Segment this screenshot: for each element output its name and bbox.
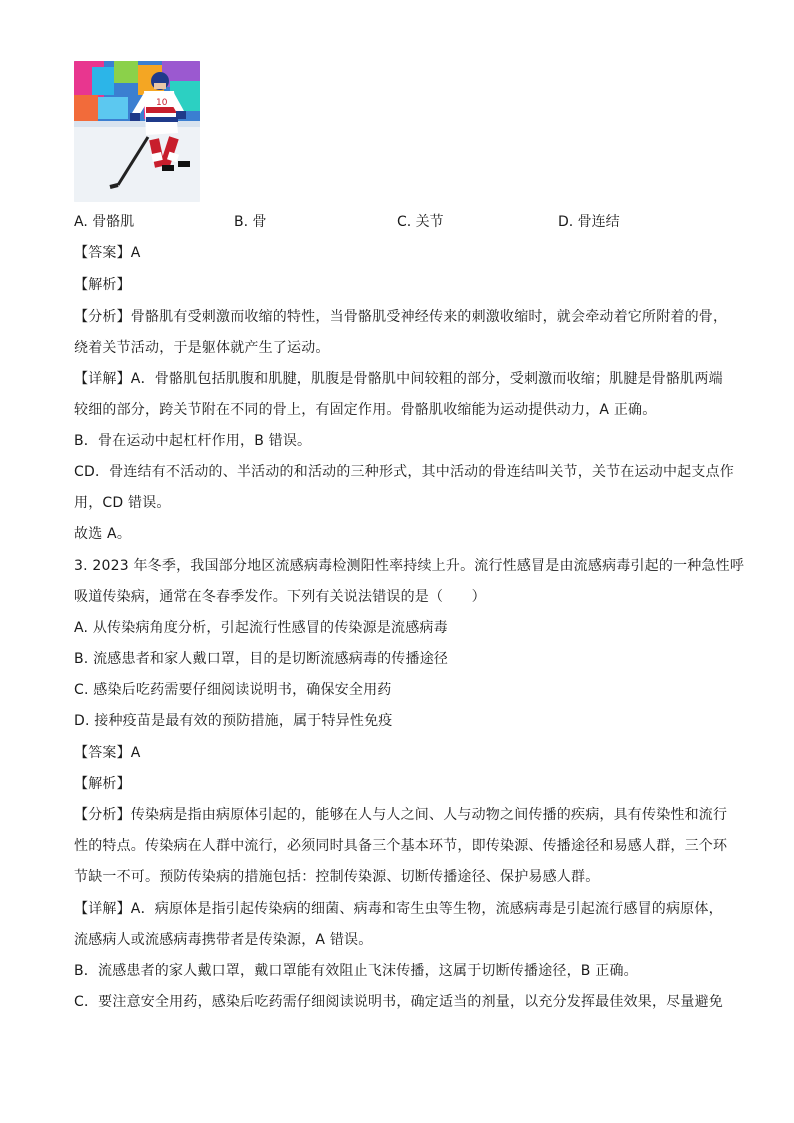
q3-analysis-line: 性的特点。传染病在人群中流行，必须同时具备三个基本环节，即传染源、传播途径和易感人群，三个环 bbox=[74, 838, 728, 854]
q2-detail-b: B．骨在运动中起杠杆作用，B 错误。 bbox=[74, 433, 312, 449]
option-d: D. 骨连结 bbox=[558, 214, 620, 230]
q2-answer: 【答案】A bbox=[74, 245, 141, 261]
q2-detail-line: 较细的部分，跨关节附在不同的骨上，有固定作用。骨骼肌收缩能为运动提供动力，A 正确。 bbox=[74, 402, 657, 418]
q3-analysis-line: 【分析】传染病是指由病原体引起的，能够在人与人之间、人与动物之间传播的疾病，具有传染性和流行 bbox=[74, 807, 728, 823]
option-b: B. 骨 bbox=[234, 214, 267, 230]
q3-option-c: C. 感染后吃药需要仔细阅读说明书，确保安全用药 bbox=[74, 682, 392, 698]
q2-detail-cd: 用，CD 错误。 bbox=[74, 495, 171, 511]
svg-text:10: 10 bbox=[156, 98, 168, 108]
q3-detail-line: 【详解】A．病原体是指引起传染病的细菌、病毒和寄生虫等生物，流感病毒是引起流行感冒的病原体， bbox=[74, 901, 723, 917]
q3-stem-line: 3. 2023 年冬季，我国部分地区流感病毒检测阳性率持续上升。流行性感冒是由流感病毒引起的一种急性呼 bbox=[74, 558, 745, 574]
q3-detail-c: C．要注意安全用药，感染后吃药需仔细阅读说明书，确定适当的剂量，以充分发挥最佳效果，尽量避免 bbox=[74, 994, 723, 1010]
q2-analysis-line: 绕着关节活动，于是躯体就产生了运动。 bbox=[74, 340, 330, 356]
q3-option-a: A. 从传染病角度分析，引起流行性感冒的传染源是流感病毒 bbox=[74, 620, 448, 636]
hockey-player-image bbox=[74, 61, 200, 202]
q3-stem-line: 吸道传染病，通常在冬春季发作。下列有关说法错误的是（ ） bbox=[74, 589, 486, 605]
q2-choice: 故选 A。 bbox=[74, 526, 132, 542]
q3-detail-line: 流感病人或流感病毒携带者是传染源，A 错误。 bbox=[74, 932, 373, 948]
q3-option-d: D. 接种疫苗是最有效的预防措施，属于特异性免疫 bbox=[74, 713, 393, 729]
q3-detail-b: B．流感患者的家人戴口罩，戴口罩能有效阻止飞沫传播，这属于切断传播途径，B 正确。 bbox=[74, 963, 638, 979]
q2-detail-line: 【详解】A．骨骼肌包括肌腹和肌腱，肌腹是骨骼肌中间较粗的部分，受刺激而收缩；肌腱是骨骼肌两端 bbox=[74, 371, 723, 387]
q2-detail-cd: CD．骨连结有不活动的、半活动的和活动的三种形式，其中活动的骨连结叫关节，关节在运动中起支点作 bbox=[74, 464, 734, 480]
q3-analysis-line: 节缺一不可。预防传染病的措施包括：控制传染源、切断传播途径、保护易感人群。 bbox=[74, 869, 600, 885]
q3-option-b: B. 流感患者和家人戴口罩，目的是切断流感病毒的传播途径 bbox=[74, 651, 449, 667]
option-a: A. 骨骼肌 bbox=[74, 214, 135, 230]
option-c: C. 关节 bbox=[397, 214, 444, 230]
q2-analysis-heading: 【解析】 bbox=[74, 277, 131, 293]
q3-answer: 【答案】A bbox=[74, 745, 141, 761]
q2-analysis-line: 【分析】骨骼肌有受刺激而收缩的特性，当骨骼肌受神经传来的刺激收缩时，就会牵动着它所附着的骨， bbox=[74, 309, 728, 325]
q3-analysis-heading: 【解析】 bbox=[74, 776, 131, 792]
